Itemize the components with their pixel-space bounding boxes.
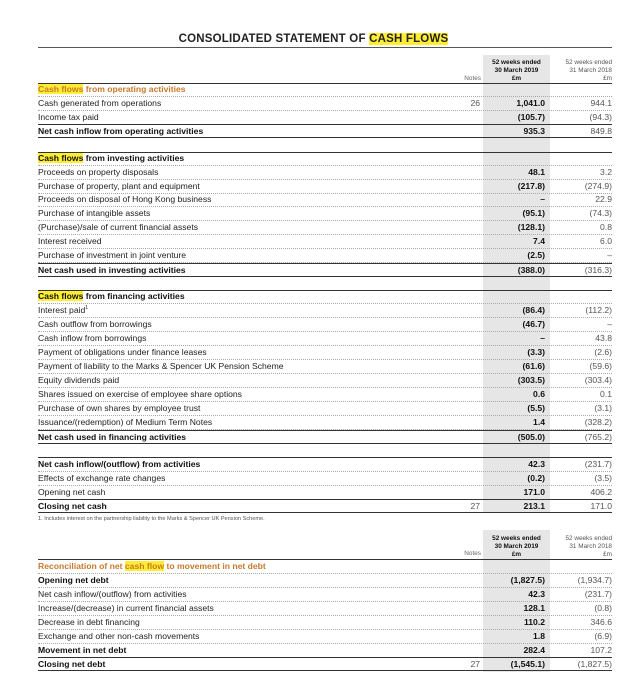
section-reconciliation-heading: Reconciliation of net cash flow to movement in net debt: [38, 560, 612, 574]
table-row-total: Closing net debt 27 (1,545.1) (1,827.5): [38, 659, 612, 669]
table-row: Payment of liability to the Marks & Spencer UK Pension Scheme (61.6) (59.6): [38, 360, 612, 374]
footnote: 1. Includes interest on the partnership liability to the Marks & Spencer UK Pension Scheme.: [38, 516, 265, 522]
table-row: Movement in net debt 282.4 107.2: [38, 644, 612, 658]
title-rule: [38, 47, 612, 48]
table-row: Net cash inflow/(outflow) from activities 42.3 (231.7): [38, 588, 612, 602]
table-row: (Purchase)/sale of current financial assets (128.1) 0.8: [38, 221, 612, 235]
recon-column-header-current: 52 weeks ended 30 March 2019 £m: [492, 535, 541, 558]
table-row-total: Net cash inflow from operating activities 935.3 849.8: [38, 126, 612, 136]
table-row: Cash outflow from borrowings (46.7) –: [38, 318, 612, 332]
table-row: Exchange and other non-cash movements 1.8 (6.9): [38, 630, 612, 644]
table-row: Interest paid$^1$ (86.4) (112.2): [38, 304, 612, 318]
table-row-total: Closing net cash 27 213.1 171.0: [38, 501, 612, 511]
table-row: Interest received 7.4 6.0: [38, 235, 612, 249]
table-row: Increase/(decrease) in current financial assets 128.1 (0.8): [38, 602, 612, 616]
table-row: Equity dividends paid (303.5) (303.4): [38, 374, 612, 388]
table-row: Purchase of investment in joint venture (2.5) –: [38, 249, 612, 263]
section-operating-heading: Cash flows from operating activities: [38, 83, 612, 97]
table-row: Cash inflow from borrowings – 43.8: [38, 332, 612, 346]
table-row: Shares issued on exercise of employee share options 0.6 0.1: [38, 388, 612, 402]
table-row: Opening net debt (1,827.5) (1,934.7): [38, 574, 612, 588]
table-row: Income tax paid (105.7) (94.3): [38, 111, 612, 125]
column-header-prior: 52 weeks ended 31 March 2018 £m: [565, 59, 612, 82]
recon-column-header-prior: 52 weeks ended 31 March 2018 £m: [565, 535, 612, 558]
table-row-total: Net cash used in financing activities (505.0) (765.2): [38, 432, 612, 442]
table-row: Net cash inflow/(outflow) from activities 42.3 (231.7): [38, 458, 612, 472]
table-row: Purchase of own shares by employee trust (5.5) (3.1): [38, 402, 612, 416]
table-row: Issuance/(redemption) of Medium Term Notes 1.4 (328.2): [38, 416, 612, 430]
table-row: Cash generated from operations 26 1,041.0 944.1: [38, 97, 612, 111]
table-row: Purchase of property, plant and equipment (217.8) (274.9): [38, 180, 612, 194]
table-row: Opening net cash 171.0 406.2: [38, 486, 612, 500]
title-highlight: CASH FLOWS: [369, 33, 449, 45]
section-financing-heading: Cash flows from financing activities: [38, 290, 612, 304]
table-row: Proceeds on disposal of Hong Kong business – 22.9: [38, 193, 612, 207]
table-row: Proceeds on property disposals 48.1 3.2: [38, 166, 612, 180]
table-row: Purchase of intangible assets (95.1) (74.3): [38, 207, 612, 221]
recon-notes-header: Notes: [464, 550, 481, 557]
column-header-current: 52 weeks ended 30 March 2019 £m: [492, 59, 541, 82]
title-text: CONSOLIDATED STATEMENT OF: [178, 33, 370, 45]
table-row: Payment of obligations under finance leases (3.3) (2.6): [38, 346, 612, 360]
section-investing-heading: Cash flows from investing activities: [38, 152, 612, 166]
notes-header: Notes: [464, 75, 481, 82]
table-row: Effects of exchange rate changes (0.2) (3.5): [38, 472, 612, 486]
page-title: [0, 33, 627, 45]
table-row-total: Net cash used in investing activities (388.0) (316.3): [38, 265, 612, 275]
table-row: Decrease in debt financing 110.2 346.6: [38, 616, 612, 630]
